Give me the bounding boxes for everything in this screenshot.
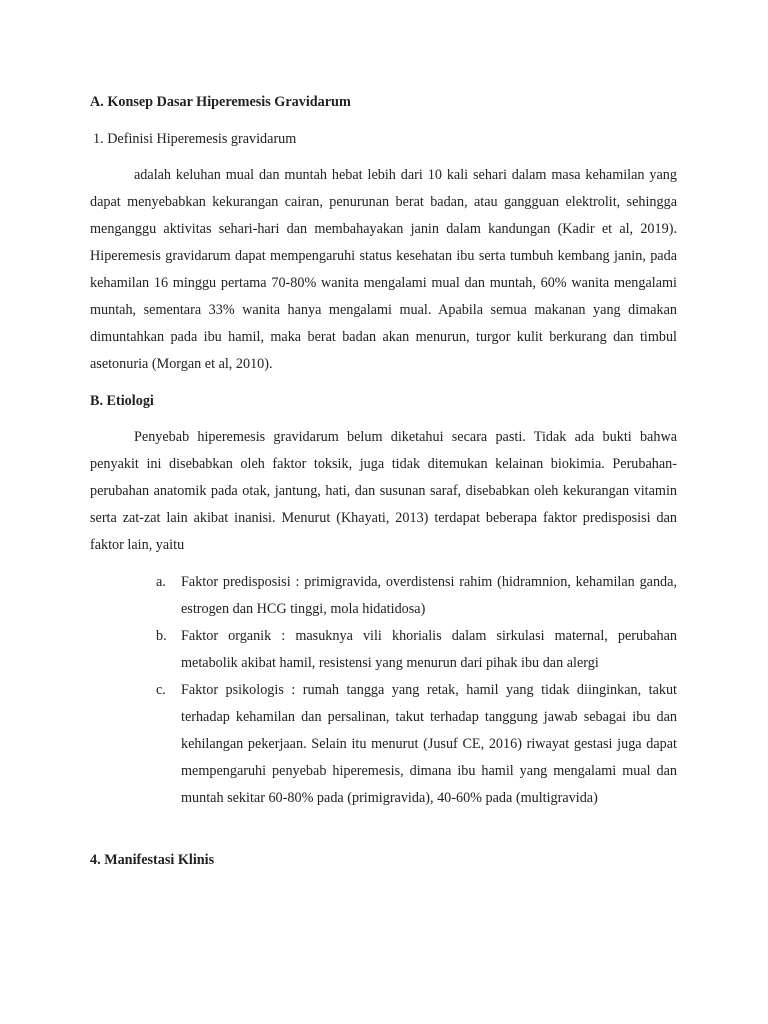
definition-subheading: 1. Definisi Hiperemesis gravidarum — [93, 131, 297, 147]
list-marker: a. — [156, 574, 166, 590]
definition-paragraph: adalah keluhan mual dan muntah hebat lebih dari 10 kali sehari dalam masa kehamilan yang dapat menyebabkan kekurangan cairan, penurunan berat badan, atau gangguan elektrolit, sehingga menganggu aktivitas sehari-hari dan membahayakan janin dalam kandungan (Kadir et al, 2019). Hiperemesis gravidarum dapat mempengaruhi status kesehatan ibu serta tumbuh kembang janin, pada kehamilan 16 minggu pertama 70-80% wanita mengalami mual dan muntah, 60% wanita mengalami muntah, sementara 33% wanita hanya mengalami mual. Apabila semua makanan yang dimakan dimuntahkan pada ibu hamil, maka berat badan akan menurun, turgor kulit berkurang dan timbul asetonuria (Morgan et al, 2010). — [90, 167, 677, 372]
list-item — [150, 677, 677, 812]
list-item — [150, 623, 677, 677]
list-marker: c. — [156, 682, 166, 698]
section-4-heading: 4. Manifestasi Klinis — [90, 852, 215, 868]
list-item-text: Faktor psikologis : rumah tangga yang retak, hamil yang tidak diinginkan, takut terhadap kehamilan dan persalinan, takut terhadap tanggung jawab sebagai ibu dan kehilangan pekerjaan. Selain itu menurut (Jusuf CE, 2016) riwayat gestasi juga dapat mempengaruhi penyebab hiperemesis, dimana ibu hamil yang mengalami mual dan muntah sekitar 60-80% pada (primigravida), 40-60% pada (multigravida) — [181, 682, 677, 806]
section-a-heading: A. Konsep Dasar Hiperemesis Gravidarum — [90, 94, 351, 110]
list-item — [150, 569, 677, 623]
etiology-paragraph: Penyebab hiperemesis gravidarum belum diketahui secara pasti. Tidak ada bukti bahwa penyakit ini disebabkan oleh faktor toksik, juga tidak ditemukan kelainan biokimia. Perubahan-perubahan anatomik pada otak, jantung, hati, dan susunan saraf, disebabkan oleh kekurangan vitamin serta zat-zat lain akibat inanisi. Menurut (Khayati, 2013) terdapat beberapa faktor predisposisi dan faktor lain, yaitu — [90, 429, 677, 553]
section-b-heading: B. Etiologi — [90, 393, 154, 409]
list-marker: b. — [156, 628, 167, 644]
list-item-text: Faktor predisposisi : primigravida, overdistensi rahim (hidramnion, kehamilan ganda, estrogen dan HCG tinggi, mola hidatidosa) — [181, 574, 677, 617]
list-item-text: Faktor organik : masuknya vili khorialis dalam sirkulasi maternal, perubahan metabolik akibat hamil, resistensi yang menurun dari pihak ibu dan alergi — [181, 628, 677, 671]
